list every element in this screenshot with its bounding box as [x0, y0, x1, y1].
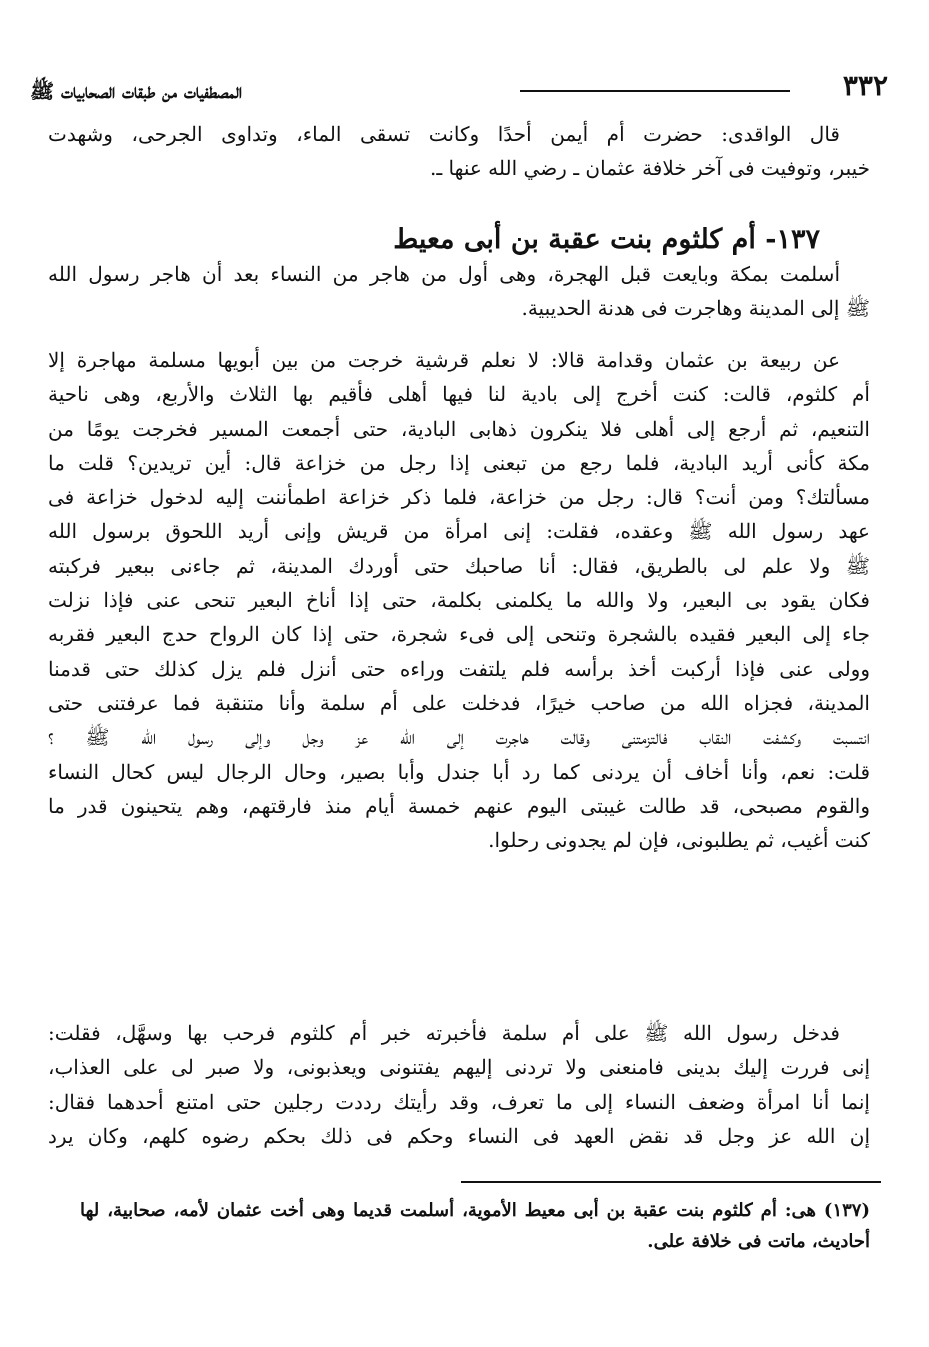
running-header — [30, 70, 888, 110]
text-line: فكان يقود بى البعير، ولا والله ما يكلمنى بكلمة، حتى إذا أناخ البعير تنحى عنى فإذا نزلت — [48, 588, 870, 613]
header-rule — [520, 90, 790, 92]
text-line: إنى فررت إليك بدينى فامنعنى ولا تردنى إليهم يفتنونى ويعذبونى، ولا صبر لى على العذاب، — [48, 1055, 870, 1080]
paragraph-waqidi — [48, 117, 870, 186]
text-line: عن ربيعة بن عثمان وقدامة قالا: لا نعلم قرشية خرجت من بين أبويها مسلمة مهاجرة إلا — [48, 348, 840, 372]
text-line: أم كلثوم، قالت: كنت أخرج إلى بادية لنا فيها أهلى فأقيم بها الثلاث والأربع، وهى ناحية — [48, 382, 870, 407]
text-line: خيبر، وتوفيت فى آخر خلافة عثمان ـ رضي الله عنها ـ. — [429, 156, 870, 181]
footnote-line: أحاديث، ماتت فى خلافة على. — [647, 1231, 870, 1252]
text-line: ﷺ إلى المدينة وهاجرت فى هدنة الحديبية. — [521, 296, 870, 321]
text-line: والقوم مصبحى، قد طالت غيبتى اليوم عنهم خمسة أيام منذ فارقتهم، وهم يتحينون قدر ما — [48, 793, 870, 818]
text-line: عهد رسول الله ﷺ وعقده، فقلت: إنى امرأة من قريش وإنى أريد اللحوق برسول الله — [48, 519, 870, 544]
footnote-line: (١٣٧) هى: أم كلثوم بنت عقبة بن أبى معيط الأموية، أسلمت قديما وهى أخت عثمان لأمه، صحابية، لها — [80, 1200, 870, 1221]
footnote — [80, 1195, 870, 1257]
text-line: أسلمت بمكة وبايعت قبل الهجرة، وهى أول من هاجر من النساء بعد أن هاجر رسول الله — [48, 262, 840, 286]
text-line: كنت أغيب، ثم يطلبونى، فإن لم يجدونى رحلوا. — [488, 828, 870, 853]
page-number: ٣٣٢ — [842, 69, 888, 102]
text-line: مكة كأنى أريد البادية، فلما رجع من تبعنى إذا رجل من خزاعة قال: أين تريدين؟ قلت ما — [48, 450, 870, 475]
text-line: قال الواقدى: حضرت أم أيمن أحدًا وكانت تسقى الماء، وتداوى الجرحى، وشهدت — [48, 122, 840, 146]
paragraph-arrival — [48, 1016, 870, 1153]
footnote-rule — [461, 1181, 881, 1183]
section-heading: ١٣٧- أم كلثوم بنت عقبة بن أبى معيط — [393, 224, 820, 255]
text-line: مسألتك؟ ومن أنت؟ قال: رجل من خزاعة، فلما ذكر خزاعة اطمأننت إليه لدخول خزاعة فى — [48, 485, 870, 510]
text-line: التنعيم، ثم أرجع إلى أهلى فلا ينكرون ذهابى البادية، حتى أجمعت المسير فخرجت يومًا من — [48, 416, 870, 441]
text-line: المدينة، فجزاه الله من صاحب خيرًا، فدخلت على أم سلمة وأنا متنقبة فما عرفتنى حتى — [48, 690, 870, 715]
running-title: المصطفيات من طبقات الصحابيات ﷺ — [30, 79, 243, 103]
text-line: إنما أنا امرأة وضعف النساء إلى ما تعرف، وقد رأيتك رددت رجلين حتى امتنع أحدهما فقال: — [48, 1089, 870, 1114]
text-line: انتسبت وكشفت النقاب فالتزمتنى وقالت هاجرت إلى الله عز وجل وإلى رسول الله ﷺ ؟ — [48, 725, 870, 750]
text-line: قلت: نعم، وأنا أخاف أن يردنى كما رد أبا جندل وأبا بصير، وحال الرجال ليس كحال النساء — [48, 759, 870, 784]
paragraph-intro — [48, 257, 870, 326]
text-line: ﷺ ولا علم لى بالطريق، فقال: أنا صاحبك حتى أوردك المدينة، ثم جاءنى ببعير فركبته — [48, 553, 870, 578]
paragraph-narration — [48, 343, 870, 857]
text-line: جاء إلى البعير فقيده بالشجرة وتنحى إلى فىء شجرة، حتى إذا كان الرواح حدج البعير فقربه — [48, 622, 870, 647]
text-line: وولى عنى فإذا أركبت أخذ برأسه فلم يلتفت وراءه حتى أنزل فلم يزل كذلك حتى قدمنا — [48, 656, 870, 681]
text-line: فدخل رسول الله ﷺ على أم سلمة فأخبرته خبر أم كلثوم فرحب بها وسهَّل، فقلت: — [48, 1021, 840, 1045]
text-line: إن الله عز وجل قد نقض العهد فى النساء وحكم فى ذلك بحكم رضوه كلهم، وكان يرد — [48, 1123, 870, 1148]
